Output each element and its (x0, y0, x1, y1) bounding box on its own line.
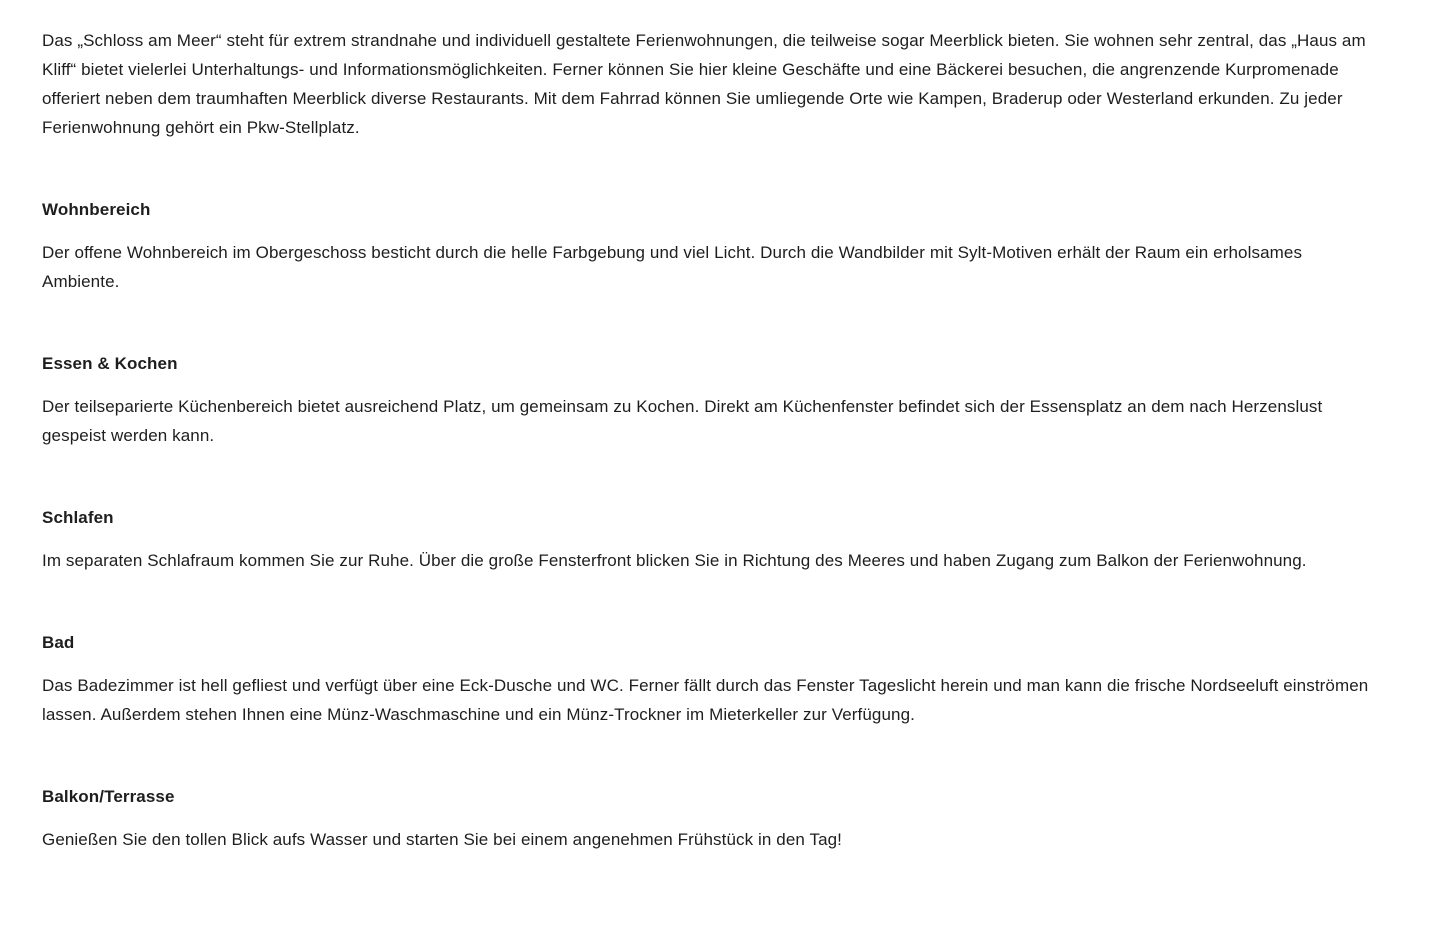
section-paragraph-bad: Das Badezimmer ist hell gefliest und verfügt über eine Eck-Dusche und WC. Ferner fällt durch das Fenster Tageslicht herein und man kann die frische Nordseeluft einströmen lassen. Außerdem stehen Ihnen eine Münz-Waschmaschine und ein Münz-Trockner im Mieterkeller zur Verfügung. (42, 676, 1369, 724)
section-paragraph-schlafen: Im separaten Schlafraum kommen Sie zur Ruhe. Über die große Fensterfront blicken Sie in Richtung des Meeres und haben Zugang zum Balkon der Ferienwohnung. (42, 551, 1307, 570)
section-paragraph-essen-kochen: Der teilseparierte Küchenbereich bietet ausreichend Platz, um gemeinsam zu Kochen. Direkt am Küchenfenster befindet sich der Essensplatz an dem nach Herzenslust gespeist werden kann. (42, 397, 1323, 445)
intro-paragraph: Das „Schloss am Meer“ steht für extrem strandnahe und individuell gestaltete Ferienwohnungen, die teilweise sogar Meerblick bieten. Sie wohnen sehr zentral, das „Haus am Kliff“ bietet vielerlei Unterhaltungs- und Informationsmöglichkeiten. Ferner können Sie hier kleine Geschäfte und eine Bäckerei besuchen, die angrenzende Kurpromenade offeriert neben dem traumhaften Meerblick diverse Restaurants. Mit dem Fahrrad können Sie umliegende Orte wie Kampen, Braderup oder Westerland erkunden. Zu jeder Ferienwohnung gehört ein Pkw-Stellplatz. (42, 31, 1366, 137)
section-heading-bad: Bad (42, 633, 75, 652)
section-heading-wohnbereich: Wohnbereich (42, 200, 151, 219)
section-heading-balkon-terrasse: Balkon/Terrasse (42, 787, 175, 806)
section-heading-schlafen: Schlafen (42, 508, 114, 527)
section-paragraph-wohnbereich: Der offene Wohnbereich im Obergeschoss besticht durch die helle Farbgebung und viel Licht. Durch die Wandbilder mit Sylt-Motiven erhält der Raum ein erholsames Ambiente. (42, 243, 1303, 291)
section-paragraph-balkon-terrasse: Genießen Sie den tollen Blick aufs Wasser und starten Sie bei einem angenehmen Frühstück in den Tag! (42, 830, 843, 849)
section-heading-essen-kochen: Essen & Kochen (42, 354, 178, 373)
